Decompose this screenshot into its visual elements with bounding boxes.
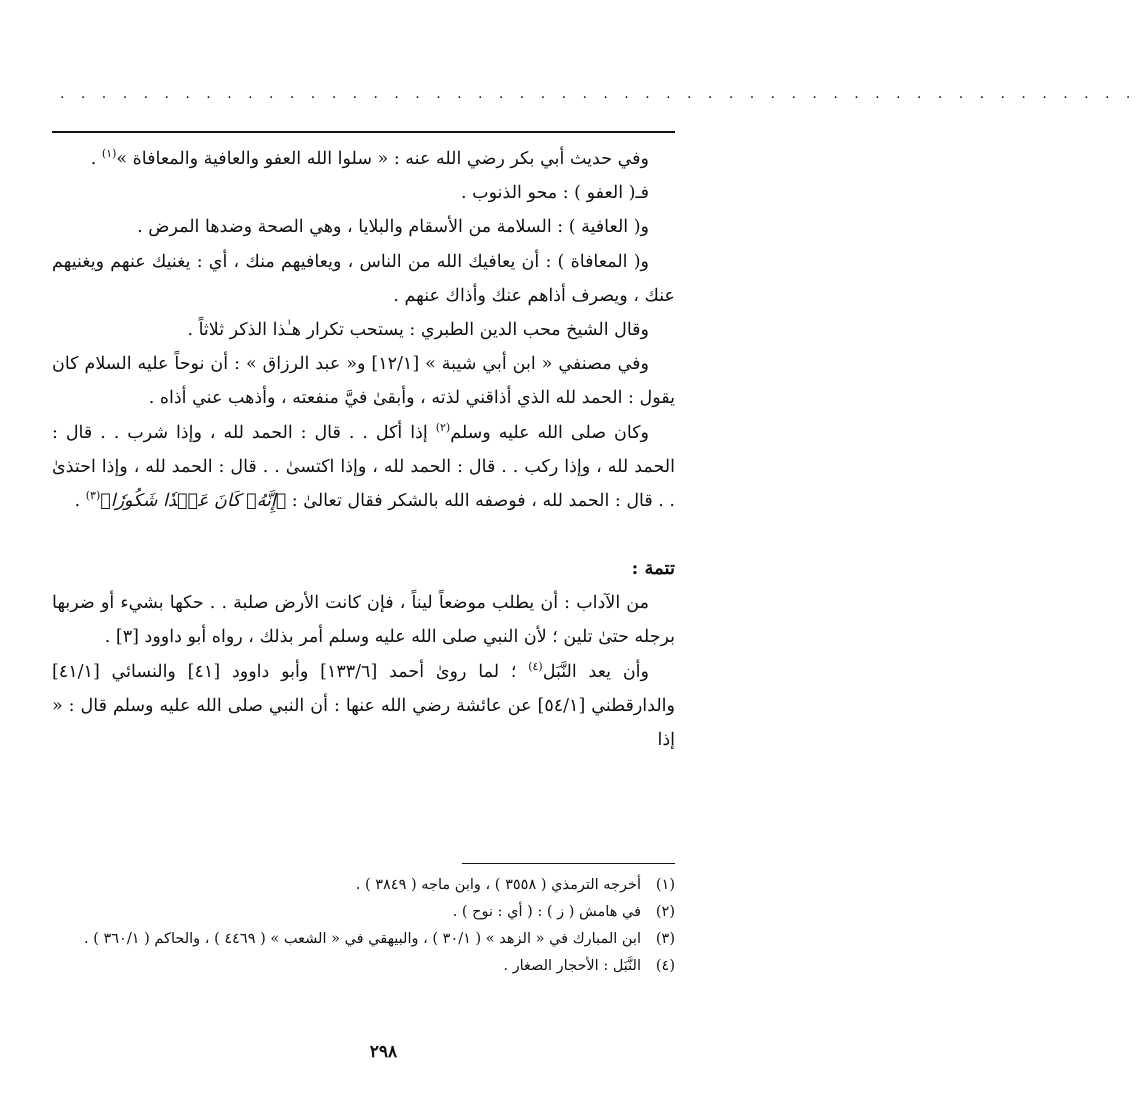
footnote-ref[interactable]: (٢) bbox=[435, 420, 451, 434]
paragraph: وأن يعد النَّبَل$^{(٤)}$ ؛ لما روىٰ أحمد [١٣٣/٦] وأبو داوود [٤١] والنسائي [٤١/١] والدارقطني [٥٤/١] عن عائشة رضي الله عنها : أن النبي صلى الله عليه وسلم قال : « إذا bbox=[52, 659, 675, 751]
footnote-number: (٣) bbox=[655, 931, 675, 947]
footnote bbox=[52, 926, 675, 953]
footnote-separator bbox=[462, 863, 675, 864]
footnote bbox=[52, 899, 675, 926]
paragraph: وكان صلى الله عليه وسلم$^{(٢)}$ إذا أكل . . قال : الحمد لله ، وإذا شرب . . قال : الحمد لله ، وإذا ركب . . قال : الحمد لله ، وإذا اكتسىٰ . . قال : الحمد لله ، وإذا احتذىٰ . . قال : الحمد لله ، فوصفه الله بالشكر فقال تعالىٰ : ﴿إِنَّهُۥ كَانَ عَبۡدٗا شَكُورٗا﴾$^{(٣)}$ . bbox=[52, 420, 675, 512]
footnote-text: في هامش ( ز ) : ( أي : نوح ) . bbox=[452, 904, 641, 920]
footnote bbox=[52, 872, 675, 899]
section-heading: تتمة : bbox=[631, 558, 675, 580]
footnote-ref[interactable]: (٤) bbox=[528, 659, 543, 673]
paragraph: فـ( العفو ) : محو الذنوب . bbox=[461, 183, 649, 204]
page-number: ٢٩٨ bbox=[369, 1042, 398, 1062]
footnote-ref[interactable]: (٣) bbox=[85, 489, 101, 503]
header-dotted-line: . . . . . . . . . . . . . . . . . . . . . . . . . . . . . . . . . . . . . . . . . . . . . . . . . . . . bbox=[60, 86, 1136, 102]
footnote-ref[interactable]: (١) bbox=[101, 147, 117, 161]
footnote-number: (٤) bbox=[655, 958, 675, 974]
footnote-number: (٢) bbox=[655, 904, 675, 920]
footnote-text: ابن المبارك في « الزهد » ( ٣٠/١ ) ، والبيهقي في « الشعب » ( ٤٤٦٩ ) ، والحاكم ( ٣٦٠/١ ) . bbox=[84, 931, 641, 947]
section-gap bbox=[52, 518, 675, 552]
footnote-text: أخرجه الترمذي ( ٣٥٥٨ ) ، وابن ماجه ( ٣٨٤٩ ) . bbox=[355, 877, 641, 893]
quran-verse: ﴿إِنَّهُۥ كَانَ عَبۡدٗا شَكُورٗا﴾ bbox=[100, 491, 287, 512]
paragraph: وفي مصنفي « ابن أبي شيبة » [١٢/١] و« عبد الرزاق » : أن نوحاً عليه السلام كان يقول : الحمد لله الذي أذاقني لذته ، وأبقىٰ فيَّ منفعته ، وأذهب عني أذاه . bbox=[52, 354, 675, 409]
paragraph: وقال الشيخ محب الدين الطبري : يستحب تكرار هـٰذا الذكر ثلاثاً . bbox=[187, 320, 649, 341]
main-text bbox=[52, 142, 675, 757]
footnote-number: (١) bbox=[655, 877, 675, 893]
footnote bbox=[52, 953, 675, 980]
paragraph: وفي حديث أبي بكر رضي الله عنه : « سلوا الله العفو والعافية والمعافاة »$^{(١)}$ . bbox=[90, 147, 649, 169]
footnotes bbox=[52, 872, 675, 980]
paragraph: و( العافية ) : السلامة من الأسقام والبلايا ، وهي الصحة وضدها المرض . bbox=[137, 217, 649, 238]
paragraph: من الآداب : أن يطلب موضعاً ليناً ، فإن كانت الأرض صلبة . . حكها بشيء أو ضربها برجله حتىٰ تلين ؛ لأن النبي صلى الله عليه وسلم أمر بذلك ، رواه أبو داوود [٣] . bbox=[52, 593, 675, 648]
footnote-text: النَّبَل : الأحجار الصغار . bbox=[503, 958, 641, 974]
header-rule bbox=[52, 131, 675, 133]
paragraph: و( المعافاة ) : أن يعافيك الله من الناس ، ويعافيهم منك ، أي : يغنيك عنهم ويغنيهم عنك ، ويصرف أذاهم عنك وأذاك عنهم . bbox=[52, 251, 675, 306]
